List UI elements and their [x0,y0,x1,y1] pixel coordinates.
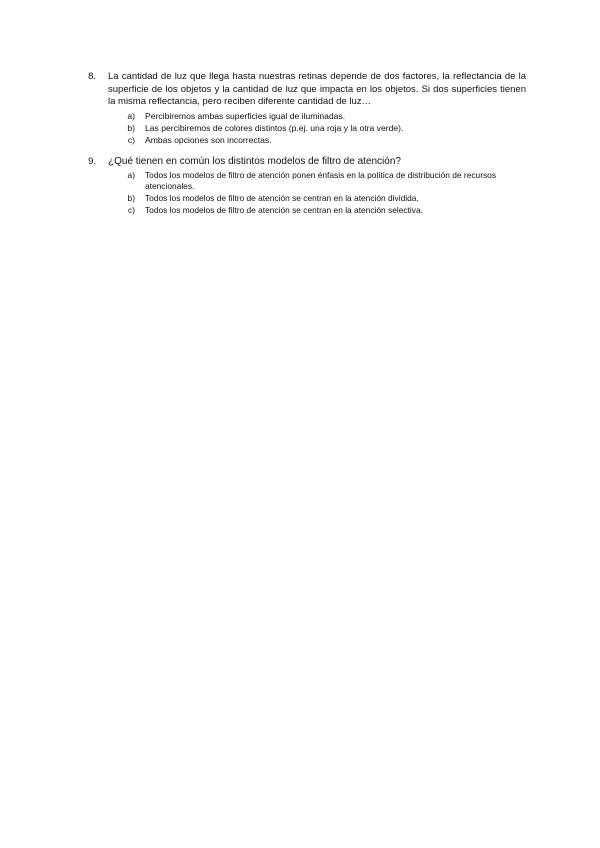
option-letter: a) [127,110,135,121]
options-list [0,110,600,147]
option-letter: c) [127,135,135,146]
option-a [0,170,600,194]
option-text: Las percibiremos de colores distintos (p.ej. una roja y la otra verde). [145,122,404,133]
question-8 [0,71,600,146]
question-number: 9. [88,156,96,167]
option-a [0,110,600,122]
option-letter: b) [127,193,135,204]
option-b [0,122,600,134]
options-list [0,170,600,217]
option-letter: a) [127,169,135,180]
option-text: Todos los modelos de filtro de atención ponen énfasis en la política de distribución de recursos atencionales. [145,169,497,192]
question-header [0,156,600,169]
option-c [0,205,600,217]
option-text: Todos los modelos de filtro de atención se centran en la atención selectiva. [145,204,423,215]
question-9 [0,156,600,217]
option-c [0,134,600,146]
option-text: Ambas opciones son incorrectas. [145,135,272,146]
question-text: ¿Qué tienen en común los distintos modelos de filtro de atención? [108,156,401,167]
option-text: Percibiremos ambas superficies igual de iluminadas. [145,110,346,121]
option-text: Todos los modelos de filtro de atención se centran en la atención dividida. [145,193,419,204]
option-letter: c) [128,204,135,215]
option-letter: b) [127,122,135,133]
question-number: 8. [88,71,96,82]
question-header [0,71,600,109]
option-b [0,193,600,205]
question-text: La cantidad de luz que llega hasta nuestras retinas depende de dos factores, la reflectancia de la superficie de los objetos y la cantidad de luz que impacta en los objetos. Si dos superficies tienen la misma reflectancia, pero reciben diferente cantidad de luz… [108,71,526,107]
